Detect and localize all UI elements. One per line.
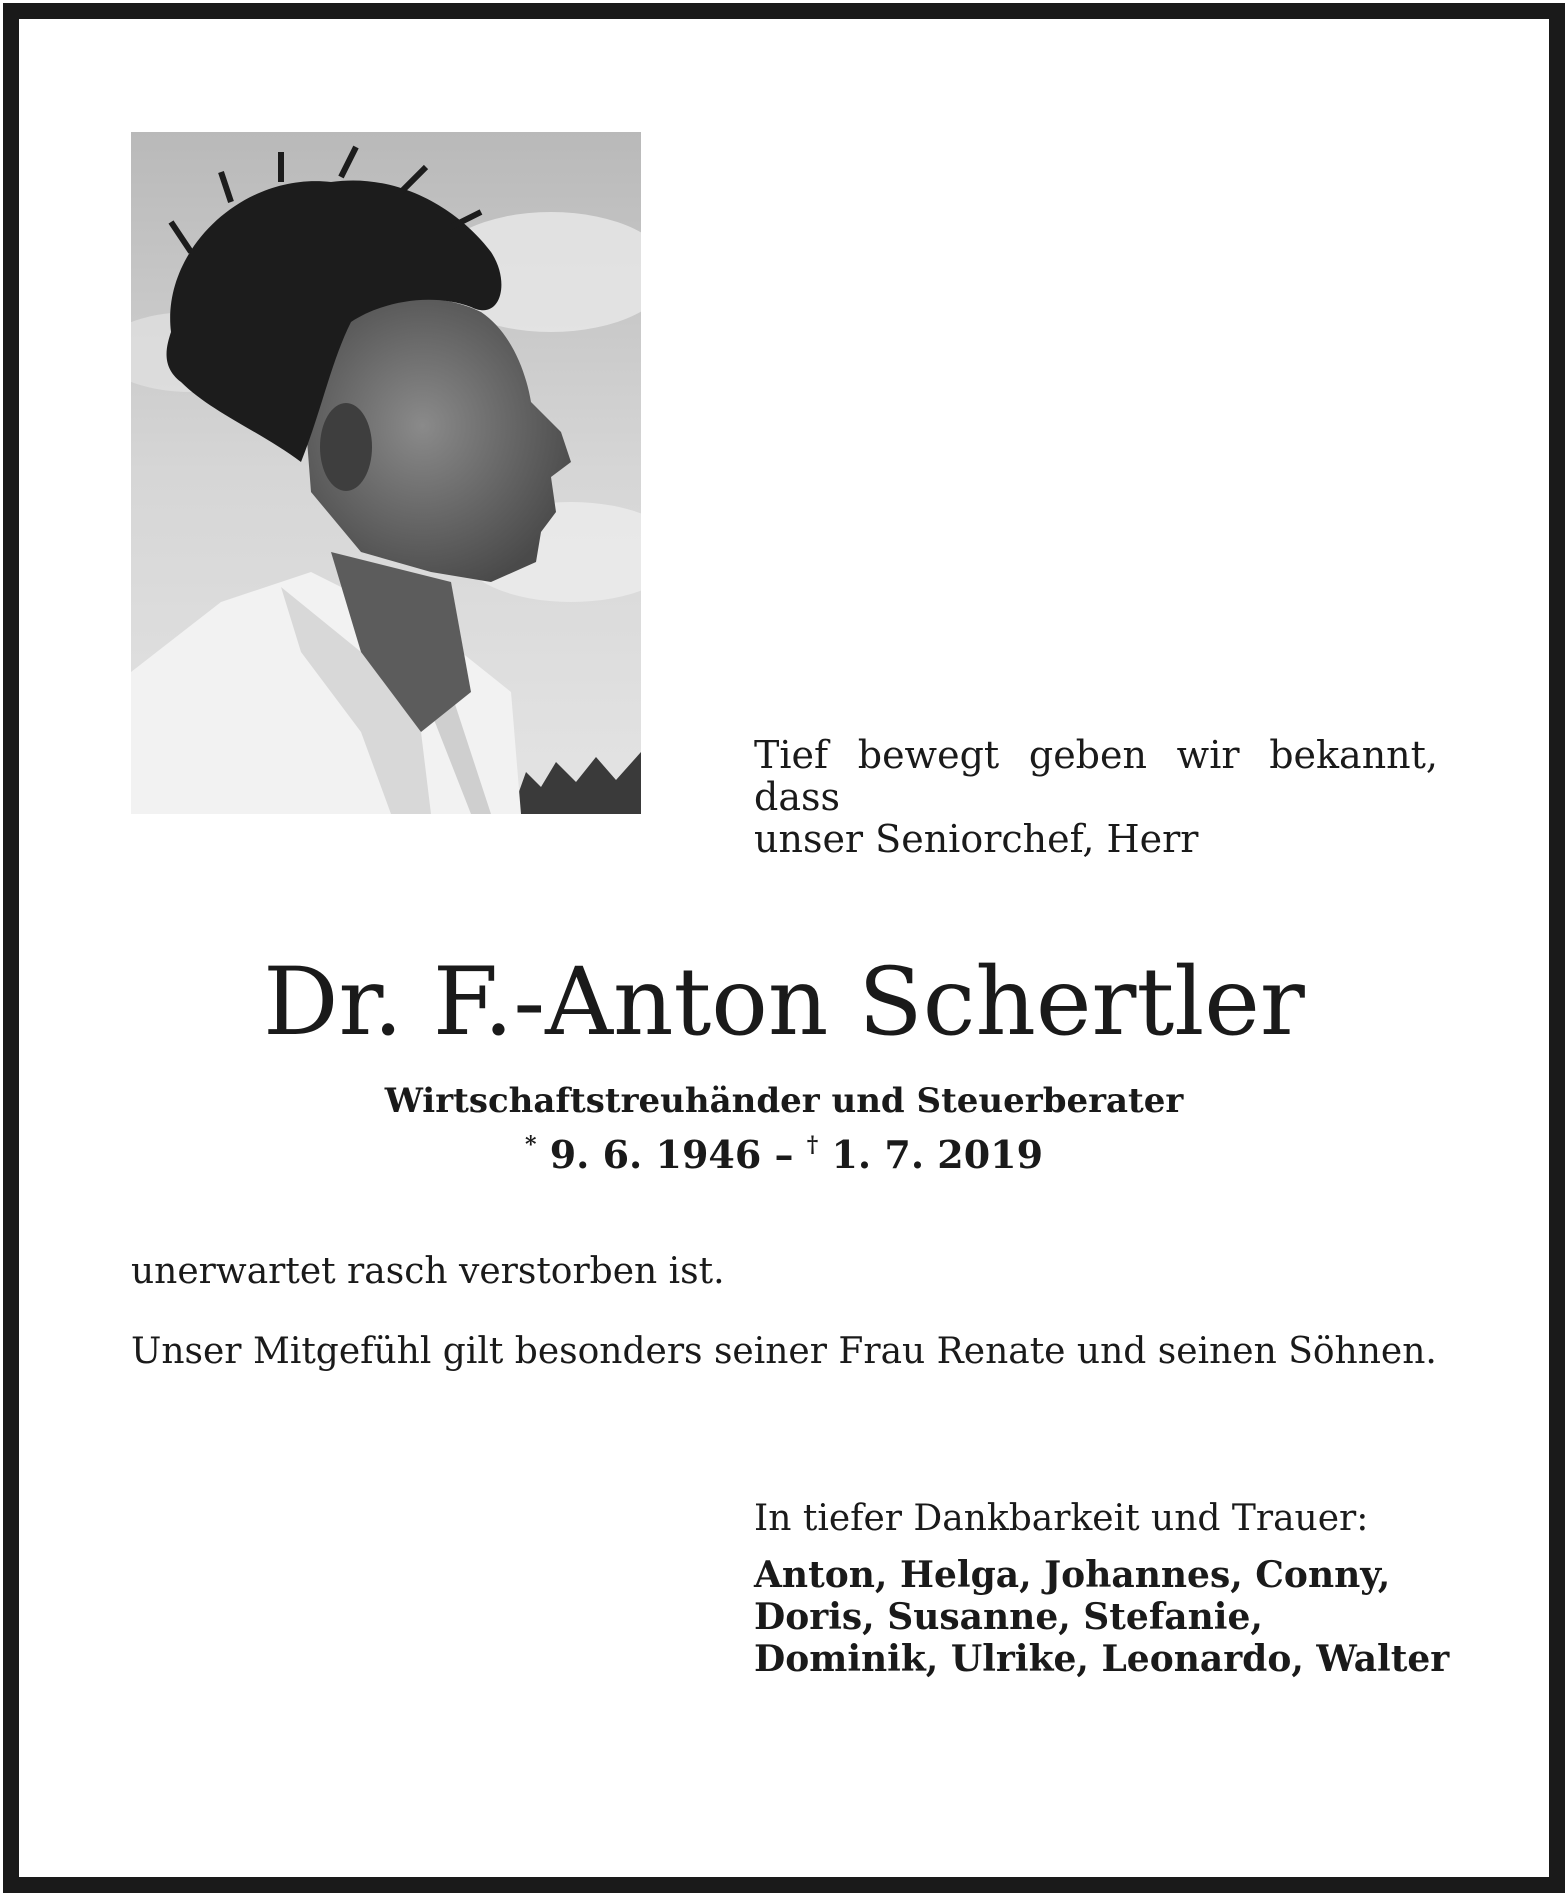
death-symbol: † [806,1132,819,1158]
mourners-line: Dominik, Ulrike, Leonardo, Walter [754,1638,1450,1680]
body-text-1: unerwartet rasch verstorben ist. [131,1251,725,1292]
mourners-heading: In tiefer Dankbarkeit und Trauer: [754,1498,1369,1539]
birth-symbol: * [524,1132,537,1158]
body-text-2: Unser Mitgefühl gilt besonders seiner Frau Renate und seinen Söhnen. [131,1331,1437,1372]
intro-text [754,734,1438,860]
mourners-line: Anton, Helga, Johannes, Conny, [754,1554,1391,1596]
intro-line-2: unser Seniorchef, Herr [754,817,1199,861]
mourners-list [754,1554,1449,1680]
death-date: 1. 7. 2019 [831,1132,1044,1177]
deceased-profession: Wirtschaftstreuhänder und Steuerberater [384,1081,1184,1121]
deceased-name: Dr. F.-Anton Schertler [263,948,1305,1057]
intro-line-1: Tief bewegt geben wir bekannt, dass [754,733,1438,819]
life-dates [0,1122,1568,1178]
date-separator: – [774,1132,794,1177]
portrait-photo [131,132,641,814]
mourners-line: Doris, Susanne, Stefanie, [754,1596,1263,1638]
birth-date: 9. 6. 1946 [549,1132,762,1177]
